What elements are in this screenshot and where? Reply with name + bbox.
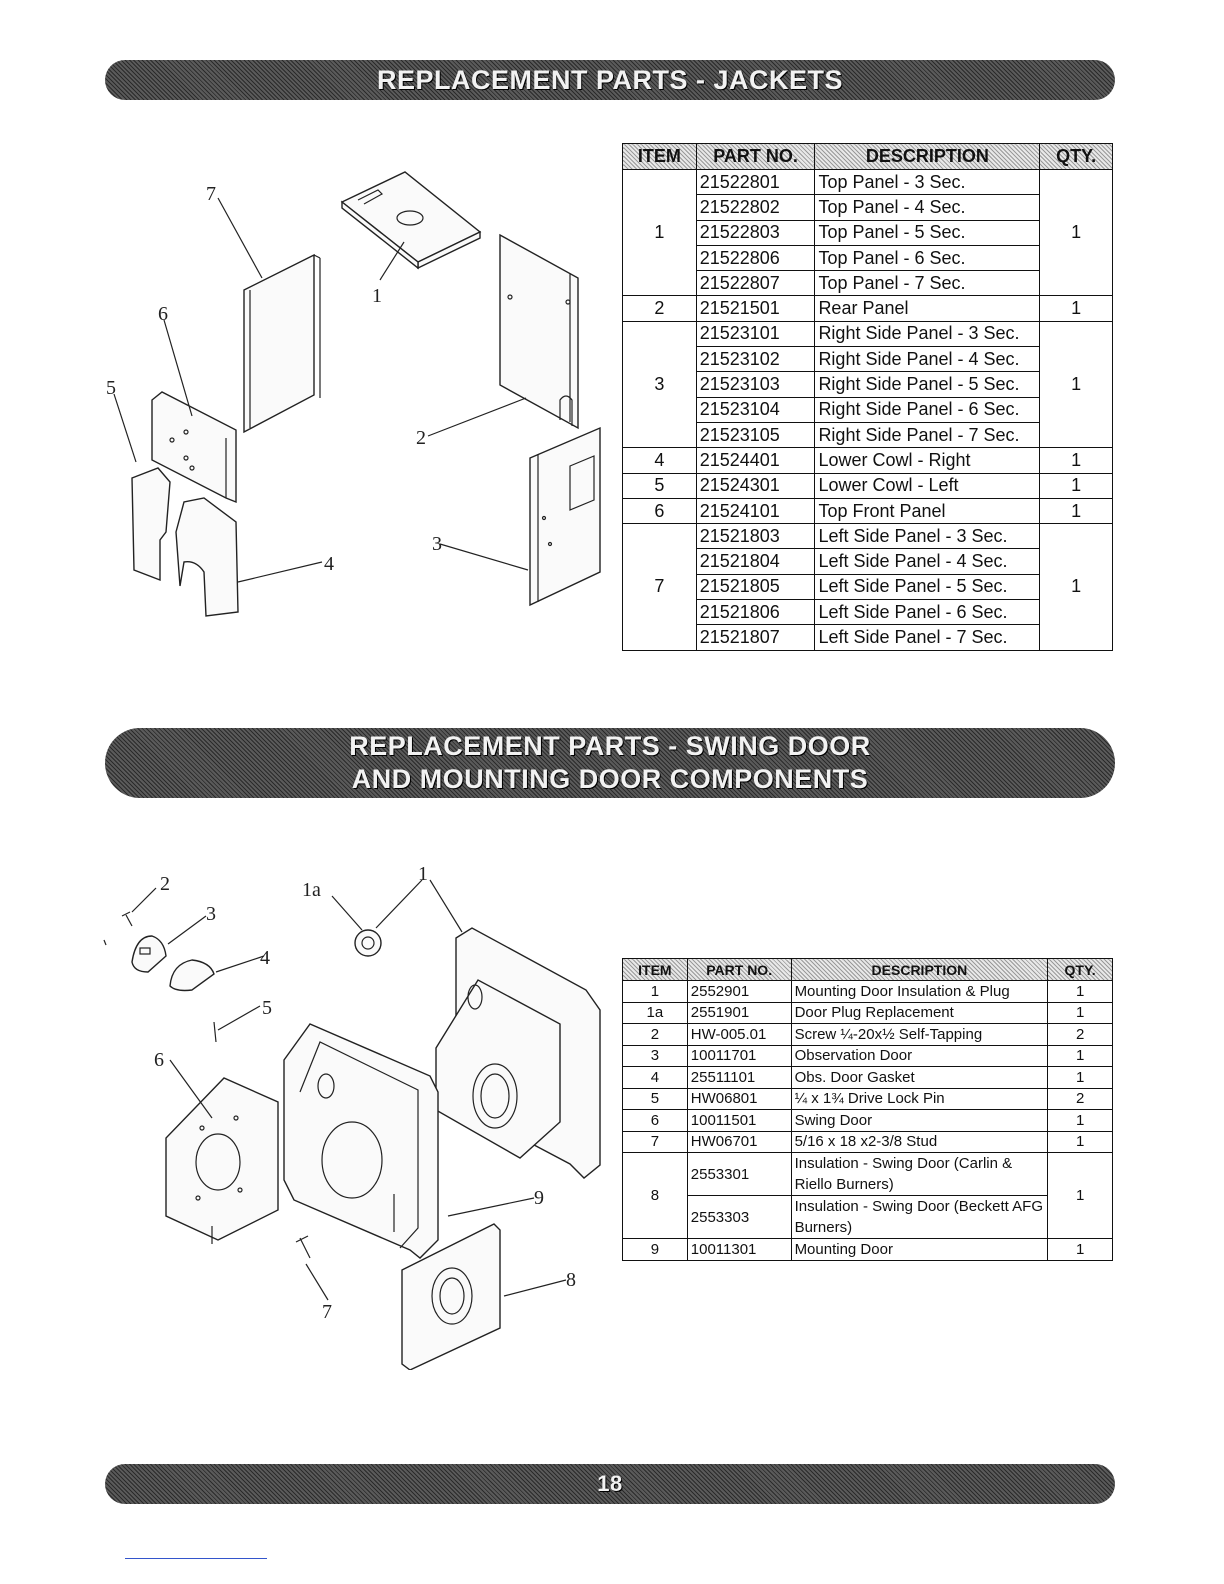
part-no-cell: 21523101 (696, 321, 815, 346)
part-no-cell: 21522803 (696, 220, 815, 245)
description-cell: Door Plug Replacement (791, 1002, 1048, 1024)
jackets-callout-5: 5 (106, 377, 116, 399)
table-header-row (623, 959, 1113, 981)
swing-callout-7: 7 (322, 1301, 332, 1323)
part-no-cell: HW06801 (687, 1088, 791, 1110)
qty-cell: 1 (1040, 473, 1113, 498)
jackets-callout-3: 3 (432, 533, 442, 555)
jackets-callout-4: 4 (324, 553, 334, 575)
qty-cell: 1 (1040, 321, 1113, 447)
part-no-cell: 21521805 (696, 574, 815, 599)
description-cell: Obs. Door Gasket (791, 1067, 1048, 1089)
part-no-cell: 10011301 (687, 1239, 791, 1261)
description-cell: Left Side Panel - 3 Sec. (815, 524, 1040, 549)
part-no-cell: 2551901 (687, 1002, 791, 1024)
footer-banner (105, 1464, 1115, 1504)
header-qty: QTY. (1040, 144, 1113, 170)
qty-cell: 1 (1048, 1067, 1113, 1089)
item-cell: 1 (623, 981, 688, 1003)
part-no-cell: 21521501 (696, 296, 815, 321)
description-cell: Right Side Panel - 6 Sec. (815, 397, 1040, 422)
part-no-cell: 2553301 (687, 1153, 791, 1196)
item-cell: 2 (623, 1024, 688, 1046)
table-row (623, 347, 1113, 372)
description-cell: Top Front Panel (815, 498, 1040, 523)
swing-callout-9: 9 (534, 1187, 544, 1209)
part-no-cell: 21522801 (696, 170, 815, 195)
description-cell: ¼ x 1¾ Drive Lock Pin (791, 1088, 1048, 1110)
qty-cell: 1 (1048, 1110, 1113, 1132)
description-cell: Right Side Panel - 3 Sec. (815, 321, 1040, 346)
part-no-cell: 10011501 (687, 1110, 791, 1132)
table-row (623, 1024, 1113, 1046)
part-no-cell: 21523103 (696, 372, 815, 397)
swing-callout-8: 8 (566, 1269, 576, 1291)
part-no-cell: 21523104 (696, 397, 815, 422)
description-cell: Insulation - Swing Door (Beckett AFG Burners) (791, 1196, 1048, 1239)
table-row (623, 574, 1113, 599)
part-no-cell: 21524301 (696, 473, 815, 498)
description-cell: Right Side Panel - 4 Sec. (815, 347, 1040, 372)
table-row (623, 1088, 1113, 1110)
description-cell: Left Side Panel - 4 Sec. (815, 549, 1040, 574)
table-row (623, 448, 1113, 473)
item-cell: 9 (623, 1239, 688, 1261)
item-cell: 4 (623, 448, 697, 473)
item-cell: 5 (623, 473, 697, 498)
part-no-cell: 21521806 (696, 600, 815, 625)
jackets-callout-6: 6 (158, 303, 168, 325)
table-row (623, 473, 1113, 498)
qty-cell: 1 (1040, 296, 1113, 321)
table-row (623, 600, 1113, 625)
description-cell: Right Side Panel - 7 Sec. (815, 422, 1040, 447)
table-row (623, 271, 1113, 296)
table-row (623, 498, 1113, 523)
qty-cell: 1 (1048, 1002, 1113, 1024)
swing-door-section-banner (105, 728, 1115, 798)
table-row (623, 195, 1113, 220)
swing-door-title-line-1: REPLACEMENT PARTS - SWING DOOR (349, 731, 871, 761)
swing-callout-5: 5 (262, 997, 272, 1019)
table-row (623, 1002, 1113, 1024)
header-description: DESCRIPTION (815, 144, 1040, 170)
item-cell: 2 (623, 296, 697, 321)
item-cell: 3 (623, 1045, 688, 1067)
jackets-callout-7: 7 (206, 183, 216, 205)
description-cell: Swing Door (791, 1110, 1048, 1132)
part-no-cell: 21522806 (696, 245, 815, 270)
table-header-row (623, 144, 1113, 170)
item-cell: 4 (623, 1067, 688, 1089)
qty-cell: 1 (1040, 498, 1113, 523)
item-cell: 7 (623, 524, 697, 650)
jackets-section-banner (105, 60, 1115, 100)
item-cell: 8 (623, 1153, 688, 1239)
qty-cell: 1 (1048, 1239, 1113, 1261)
swing-callout-2: 2 (160, 873, 170, 895)
description-cell: Top Panel - 5 Sec. (815, 220, 1040, 245)
swing-door-parts-table (622, 958, 1113, 1261)
item-cell: 5 (623, 1088, 688, 1110)
description-cell: Top Panel - 7 Sec. (815, 271, 1040, 296)
item-cell: 1a (623, 1002, 688, 1024)
description-cell: Right Side Panel - 5 Sec. (815, 372, 1040, 397)
description-cell: Lower Cowl - Right (815, 448, 1040, 473)
table-row (623, 1110, 1113, 1132)
table-row (623, 625, 1113, 650)
header-item: ITEM (623, 144, 697, 170)
swing-callout-6: 6 (154, 1049, 164, 1071)
table-row (623, 170, 1113, 195)
qty-cell: 1 (1048, 1153, 1113, 1239)
swing-callout-1a: 1a (302, 879, 321, 901)
header-part-no: PART NO. (696, 144, 815, 170)
table-row (623, 1067, 1113, 1089)
part-no-cell: 21522802 (696, 195, 815, 220)
description-cell: Lower Cowl - Left (815, 473, 1040, 498)
table-row (623, 1131, 1113, 1153)
part-no-cell: 21523105 (696, 422, 815, 447)
part-no-cell: 2552901 (687, 981, 791, 1003)
table-row (623, 1196, 1113, 1239)
table-row (623, 549, 1113, 574)
jackets-parts-table (622, 143, 1113, 651)
description-cell: 5/16 x 18 x2-3/8 Stud (791, 1131, 1048, 1153)
item-cell: 6 (623, 1110, 688, 1132)
qty-cell: 1 (1040, 448, 1113, 473)
table-row (623, 981, 1113, 1003)
item-cell: 6 (623, 498, 697, 523)
qty-cell: 1 (1048, 981, 1113, 1003)
part-no-cell: HW-005.01 (687, 1024, 791, 1046)
item-cell: 1 (623, 170, 697, 296)
part-no-cell: 21524101 (696, 498, 815, 523)
part-no-cell: 21521807 (696, 625, 815, 650)
part-no-cell: 2553303 (687, 1196, 791, 1239)
qty-cell: 1 (1048, 1131, 1113, 1153)
jackets-section-title: REPLACEMENT PARTS - JACKETS (376, 64, 844, 95)
table-row (623, 397, 1113, 422)
table-row (623, 372, 1113, 397)
description-cell: Rear Panel (815, 296, 1040, 321)
header-part-no: PART NO. (687, 959, 791, 981)
qty-cell: 2 (1048, 1024, 1113, 1046)
description-cell: Left Side Panel - 6 Sec. (815, 600, 1040, 625)
part-no-cell: 10011701 (687, 1045, 791, 1067)
description-cell: Mounting Door Insulation & Plug (791, 981, 1048, 1003)
page-number: 18 (597, 1471, 623, 1496)
part-no-cell: 25511101 (687, 1067, 791, 1089)
qty-cell: 1 (1040, 524, 1113, 650)
table-row (623, 296, 1113, 321)
header-qty: QTY. (1048, 959, 1113, 981)
description-cell: Screw ¼-20x½ Self-Tapping (791, 1024, 1048, 1046)
qty-cell: 1 (1040, 170, 1113, 296)
swing-callout-3: 3 (206, 903, 216, 925)
description-cell: Top Panel - 4 Sec. (815, 195, 1040, 220)
jackets-callout-1: 1 (372, 285, 382, 307)
table-row (623, 1239, 1113, 1261)
footer-divider (125, 1558, 267, 1559)
header-description: DESCRIPTION (791, 959, 1048, 981)
description-cell: Top Panel - 6 Sec. (815, 245, 1040, 270)
description-cell: Top Panel - 3 Sec. (815, 170, 1040, 195)
part-no-cell: 21523102 (696, 347, 815, 372)
part-no-cell: HW06701 (687, 1131, 791, 1153)
item-cell: 3 (623, 321, 697, 447)
description-cell: Insulation - Swing Door (Carlin & Riello Burners) (791, 1153, 1048, 1196)
swing-callout-4: 4 (260, 947, 270, 969)
table-row (623, 524, 1113, 549)
jackets-callout-2: 2 (416, 427, 426, 449)
jackets-exploded-diagram (100, 160, 610, 640)
swing-callout-1: 1 (418, 863, 428, 885)
table-row (623, 245, 1113, 270)
table-row (623, 220, 1113, 245)
qty-cell: 2 (1048, 1088, 1113, 1110)
part-no-cell: 21521804 (696, 549, 815, 574)
qty-cell: 1 (1048, 1045, 1113, 1067)
table-row (623, 1153, 1113, 1196)
table-row (623, 422, 1113, 447)
description-cell: Observation Door (791, 1045, 1048, 1067)
table-row (623, 321, 1113, 346)
swing-door-title-line-2: AND MOUNTING DOOR COMPONENTS (351, 764, 869, 794)
swing-door-exploded-diagram (100, 860, 610, 1370)
part-no-cell: 21522807 (696, 271, 815, 296)
table-row (623, 1045, 1113, 1067)
description-cell: Left Side Panel - 7 Sec. (815, 625, 1040, 650)
part-no-cell: 21524401 (696, 448, 815, 473)
header-item: ITEM (623, 959, 688, 981)
description-cell: Mounting Door (791, 1239, 1048, 1261)
part-no-cell: 21521803 (696, 524, 815, 549)
description-cell: Left Side Panel - 5 Sec. (815, 574, 1040, 599)
item-cell: 7 (623, 1131, 688, 1153)
